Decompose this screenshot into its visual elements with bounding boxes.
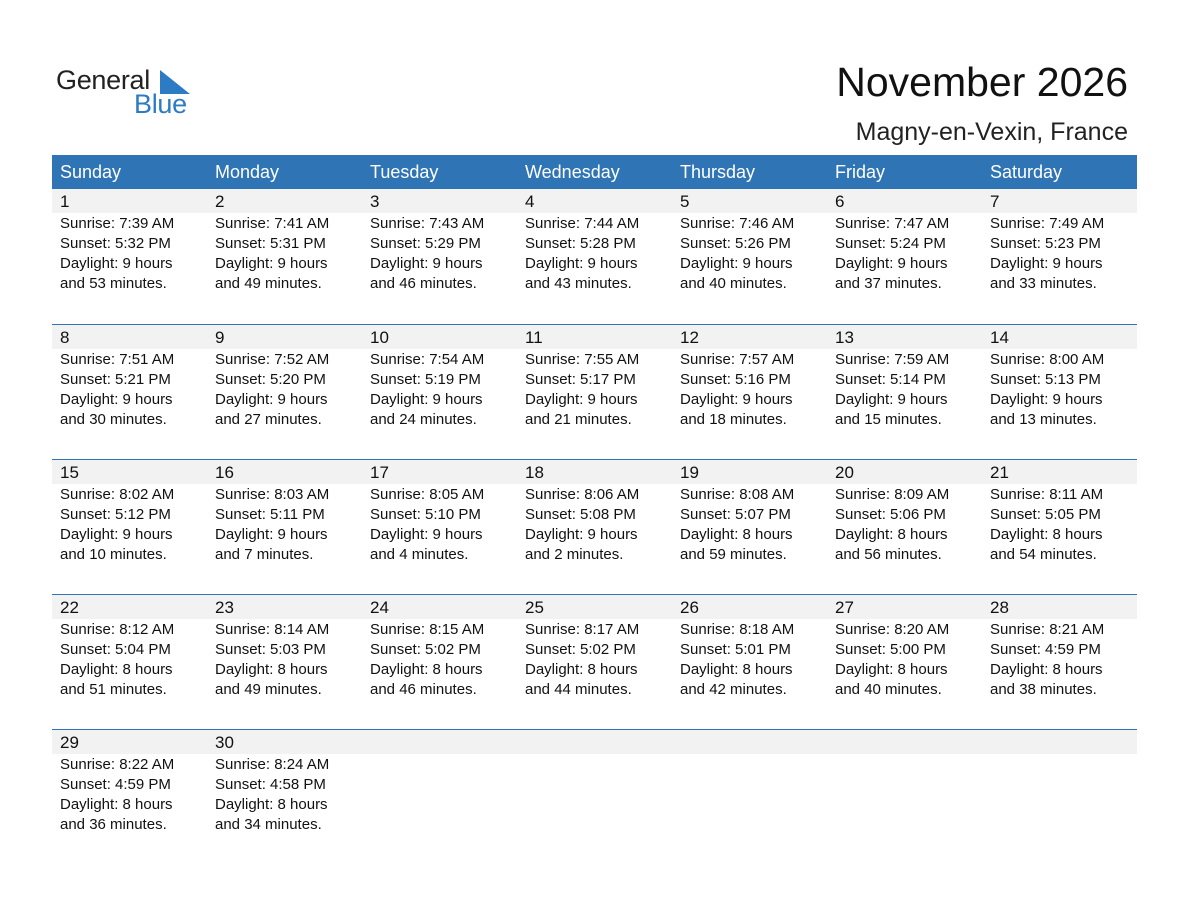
daylight-minutes-text: and 42 minutes. xyxy=(680,681,787,698)
daylight-text: Daylight: 9 hours xyxy=(680,255,793,272)
location-subtitle: Magny-en-Vexin, France xyxy=(855,118,1128,146)
day-number: 2 xyxy=(207,189,362,213)
day-number: 3 xyxy=(362,189,517,213)
sunrise-text: Sunrise: 7:57 AM xyxy=(680,351,795,368)
day-details xyxy=(517,484,672,565)
calendar-grid xyxy=(52,155,1137,864)
sunrise-text: Sunrise: 7:43 AM xyxy=(370,215,485,232)
sunrise-text: Sunrise: 7:49 AM xyxy=(990,215,1105,232)
daylight-minutes-text: and 30 minutes. xyxy=(60,411,167,428)
day-cell xyxy=(982,325,1137,459)
sunrise-text: Sunrise: 8:06 AM xyxy=(525,486,640,503)
daylight-text: Daylight: 8 hours xyxy=(990,661,1103,678)
sunset-text: Sunset: 5:02 PM xyxy=(525,641,636,658)
sunrise-text: Sunrise: 8:00 AM xyxy=(990,351,1105,368)
day-details xyxy=(982,213,1137,294)
sunset-text: Sunset: 5:06 PM xyxy=(835,506,946,523)
day-number: 4 xyxy=(517,189,672,213)
day-number: 27 xyxy=(827,595,982,619)
day-number: 10 xyxy=(362,325,517,349)
sunset-text: Sunset: 5:07 PM xyxy=(680,506,791,523)
daylight-text: Daylight: 8 hours xyxy=(215,796,328,813)
week-row xyxy=(52,459,1137,594)
day-cell xyxy=(517,595,672,729)
daylight-minutes-text: and 24 minutes. xyxy=(370,411,477,428)
daylight-text: Daylight: 9 hours xyxy=(525,255,638,272)
day-number: 18 xyxy=(517,460,672,484)
day-cell xyxy=(672,189,827,324)
day-details xyxy=(362,213,517,294)
day-details xyxy=(672,349,827,430)
day-number: 5 xyxy=(672,189,827,213)
day-number: 7 xyxy=(982,189,1137,213)
logo-word-blue: Blue xyxy=(134,89,187,119)
sunrise-text: Sunrise: 8:02 AM xyxy=(60,486,175,503)
sunset-text: Sunset: 5:13 PM xyxy=(990,371,1101,388)
sunrise-text: Sunrise: 8:22 AM xyxy=(60,756,175,773)
daylight-minutes-text: and 18 minutes. xyxy=(680,411,787,428)
day-details xyxy=(672,484,827,565)
daylight-minutes-text: and 7 minutes. xyxy=(215,546,314,563)
day-cell xyxy=(52,595,207,729)
day-number: 26 xyxy=(672,595,827,619)
day-details xyxy=(517,619,672,700)
sunrise-text: Sunrise: 7:59 AM xyxy=(835,351,950,368)
day-details xyxy=(362,484,517,565)
daylight-text: Daylight: 9 hours xyxy=(370,255,483,272)
sunset-text: Sunset: 5:01 PM xyxy=(680,641,791,658)
daylight-minutes-text: and 49 minutes. xyxy=(215,681,322,698)
day-details xyxy=(827,349,982,430)
sunset-text: Sunset: 5:10 PM xyxy=(370,506,481,523)
sunrise-text: Sunrise: 7:39 AM xyxy=(60,215,175,232)
weeks-container xyxy=(52,189,1137,864)
daylight-text: Daylight: 8 hours xyxy=(60,796,173,813)
logo xyxy=(56,64,216,120)
sunrise-text: Sunrise: 8:21 AM xyxy=(990,621,1105,638)
daylight-text: Daylight: 9 hours xyxy=(680,391,793,408)
day-cell xyxy=(517,189,672,324)
sunrise-text: Sunrise: 8:24 AM xyxy=(215,756,330,773)
day-number: 22 xyxy=(52,595,207,619)
day-details xyxy=(982,619,1137,700)
page-title: November 2026 xyxy=(836,59,1128,105)
sunrise-text: Sunrise: 8:03 AM xyxy=(215,486,330,503)
daylight-text: Daylight: 8 hours xyxy=(370,661,483,678)
day-details xyxy=(207,484,362,565)
day-cell xyxy=(672,325,827,459)
day-number: 14 xyxy=(982,325,1137,349)
day-number: 8 xyxy=(52,325,207,349)
sunset-text: Sunset: 5:04 PM xyxy=(60,641,171,658)
day-cell xyxy=(517,325,672,459)
day-number: 6 xyxy=(827,189,982,213)
sunset-text: Sunset: 5:08 PM xyxy=(525,506,636,523)
week-row xyxy=(52,729,1137,864)
daylight-text: Daylight: 9 hours xyxy=(990,255,1103,272)
empty-day-cell xyxy=(517,730,672,864)
day-details xyxy=(52,213,207,294)
day-number xyxy=(827,730,982,754)
daylight-text: Daylight: 9 hours xyxy=(60,255,173,272)
sunset-text: Sunset: 5:23 PM xyxy=(990,235,1101,252)
daylight-text: Daylight: 8 hours xyxy=(835,661,948,678)
day-details xyxy=(827,213,982,294)
day-cell xyxy=(672,595,827,729)
daylight-text: Daylight: 8 hours xyxy=(680,661,793,678)
day-number: 1 xyxy=(52,189,207,213)
daylight-minutes-text: and 40 minutes. xyxy=(835,681,942,698)
sunrise-text: Sunrise: 7:47 AM xyxy=(835,215,950,232)
sunset-text: Sunset: 4:59 PM xyxy=(990,641,1101,658)
sunrise-text: Sunrise: 8:12 AM xyxy=(60,621,175,638)
day-details xyxy=(207,349,362,430)
day-cell xyxy=(827,460,982,594)
weekday-header-sunday: Sunday xyxy=(60,162,122,182)
day-details xyxy=(672,213,827,294)
daylight-minutes-text: and 33 minutes. xyxy=(990,275,1097,292)
sunset-text: Sunset: 5:00 PM xyxy=(835,641,946,658)
daylight-minutes-text: and 56 minutes. xyxy=(835,546,942,563)
daylight-minutes-text: and 43 minutes. xyxy=(525,275,632,292)
day-details xyxy=(207,754,362,835)
day-cell xyxy=(982,460,1137,594)
sunset-text: Sunset: 5:26 PM xyxy=(680,235,791,252)
sunrise-text: Sunrise: 8:11 AM xyxy=(990,486,1104,503)
daylight-text: Daylight: 9 hours xyxy=(215,255,328,272)
day-cell xyxy=(827,325,982,459)
sunrise-text: Sunrise: 7:44 AM xyxy=(525,215,640,232)
day-cell xyxy=(362,325,517,459)
day-details xyxy=(827,484,982,565)
sunset-text: Sunset: 5:21 PM xyxy=(60,371,171,388)
daylight-text: Daylight: 8 hours xyxy=(680,526,793,543)
day-cell xyxy=(982,595,1137,729)
sunset-text: Sunset: 5:14 PM xyxy=(835,371,946,388)
daylight-minutes-text: and 37 minutes. xyxy=(835,275,942,292)
logo-word-general: General xyxy=(56,65,150,95)
day-details xyxy=(52,754,207,835)
day-cell xyxy=(207,325,362,459)
sunset-text: Sunset: 5:32 PM xyxy=(60,235,171,252)
day-details xyxy=(52,349,207,430)
daylight-minutes-text: and 38 minutes. xyxy=(990,681,1097,698)
weekday-header-tuesday: Tuesday xyxy=(370,162,439,182)
sunrise-text: Sunrise: 7:55 AM xyxy=(525,351,640,368)
day-details xyxy=(517,213,672,294)
day-number: 16 xyxy=(207,460,362,484)
daylight-minutes-text: and 13 minutes. xyxy=(990,411,1097,428)
day-details xyxy=(207,213,362,294)
sunset-text: Sunset: 4:59 PM xyxy=(60,776,171,793)
day-number: 21 xyxy=(982,460,1137,484)
day-cell xyxy=(52,730,207,864)
sunrise-text: Sunrise: 8:20 AM xyxy=(835,621,950,638)
sunset-text: Sunset: 5:28 PM xyxy=(525,235,636,252)
day-details xyxy=(517,349,672,430)
weekday-header-friday: Friday xyxy=(835,162,886,182)
daylight-minutes-text: and 53 minutes. xyxy=(60,275,167,292)
daylight-minutes-text: and 15 minutes. xyxy=(835,411,942,428)
day-cell xyxy=(52,189,207,324)
daylight-minutes-text: and 21 minutes. xyxy=(525,411,632,428)
day-cell xyxy=(517,460,672,594)
day-details xyxy=(827,619,982,700)
sunset-text: Sunset: 5:02 PM xyxy=(370,641,481,658)
sunset-text: Sunset: 5:05 PM xyxy=(990,506,1101,523)
daylight-text: Daylight: 9 hours xyxy=(525,526,638,543)
sunrise-text: Sunrise: 8:17 AM xyxy=(525,621,640,638)
sunset-text: Sunset: 5:20 PM xyxy=(215,371,326,388)
daylight-text: Daylight: 8 hours xyxy=(215,661,328,678)
day-details xyxy=(362,619,517,700)
day-details xyxy=(362,349,517,430)
weekday-header-wednesday: Wednesday xyxy=(525,162,620,182)
day-cell xyxy=(362,460,517,594)
day-details xyxy=(52,619,207,700)
day-number: 17 xyxy=(362,460,517,484)
day-details xyxy=(52,484,207,565)
daylight-minutes-text: and 44 minutes. xyxy=(525,681,632,698)
sunrise-text: Sunrise: 8:18 AM xyxy=(680,621,795,638)
day-number: 30 xyxy=(207,730,362,754)
daylight-text: Daylight: 9 hours xyxy=(215,526,328,543)
weekday-header-saturday: Saturday xyxy=(990,162,1063,182)
day-number xyxy=(517,730,672,754)
daylight-minutes-text: and 40 minutes. xyxy=(680,275,787,292)
sunrise-text: Sunrise: 8:15 AM xyxy=(370,621,485,638)
day-number: 15 xyxy=(52,460,207,484)
day-number: 9 xyxy=(207,325,362,349)
daylight-text: Daylight: 9 hours xyxy=(525,391,638,408)
day-cell xyxy=(827,189,982,324)
day-cell xyxy=(207,189,362,324)
day-cell xyxy=(207,730,362,864)
day-number xyxy=(982,730,1137,754)
day-cell xyxy=(52,460,207,594)
daylight-text: Daylight: 8 hours xyxy=(525,661,638,678)
daylight-text: Daylight: 9 hours xyxy=(835,391,948,408)
sunrise-text: Sunrise: 7:51 AM xyxy=(60,351,175,368)
sunset-text: Sunset: 5:24 PM xyxy=(835,235,946,252)
sunrise-text: Sunrise: 8:09 AM xyxy=(835,486,950,503)
daylight-text: Daylight: 9 hours xyxy=(60,526,173,543)
day-cell xyxy=(362,595,517,729)
empty-day-cell xyxy=(672,730,827,864)
day-number: 11 xyxy=(517,325,672,349)
day-number: 13 xyxy=(827,325,982,349)
daylight-minutes-text: and 2 minutes. xyxy=(525,546,624,563)
day-cell xyxy=(827,595,982,729)
daylight-minutes-text: and 4 minutes. xyxy=(370,546,469,563)
week-row xyxy=(52,324,1137,459)
sunrise-text: Sunrise: 7:46 AM xyxy=(680,215,795,232)
day-details xyxy=(207,619,362,700)
sunset-text: Sunset: 4:58 PM xyxy=(215,776,326,793)
day-number: 25 xyxy=(517,595,672,619)
sunrise-text: Sunrise: 7:54 AM xyxy=(370,351,485,368)
sunrise-text: Sunrise: 7:41 AM xyxy=(215,215,330,232)
empty-day-cell xyxy=(827,730,982,864)
sunrise-text: Sunrise: 8:05 AM xyxy=(370,486,485,503)
sunset-text: Sunset: 5:12 PM xyxy=(60,506,171,523)
sunset-text: Sunset: 5:29 PM xyxy=(370,235,481,252)
day-number: 20 xyxy=(827,460,982,484)
daylight-minutes-text: and 46 minutes. xyxy=(370,681,477,698)
sunrise-text: Sunrise: 7:52 AM xyxy=(215,351,330,368)
week-row xyxy=(52,594,1137,729)
day-details xyxy=(982,484,1137,565)
daylight-text: Daylight: 9 hours xyxy=(370,526,483,543)
daylight-text: Daylight: 9 hours xyxy=(990,391,1103,408)
day-cell xyxy=(982,189,1137,324)
daylight-text: Daylight: 8 hours xyxy=(60,661,173,678)
day-number: 12 xyxy=(672,325,827,349)
sunset-text: Sunset: 5:11 PM xyxy=(215,506,325,523)
sunrise-text: Sunrise: 8:14 AM xyxy=(215,621,330,638)
weekday-header-thursday: Thursday xyxy=(680,162,756,182)
daylight-minutes-text: and 10 minutes. xyxy=(60,546,167,563)
daylight-minutes-text: and 54 minutes. xyxy=(990,546,1097,563)
weekday-header-monday: Monday xyxy=(215,162,280,182)
day-details xyxy=(672,619,827,700)
daylight-minutes-text: and 34 minutes. xyxy=(215,816,322,833)
week-row xyxy=(52,189,1137,324)
empty-day-cell xyxy=(362,730,517,864)
day-number xyxy=(672,730,827,754)
daylight-minutes-text: and 36 minutes. xyxy=(60,816,167,833)
day-details xyxy=(982,349,1137,430)
day-cell xyxy=(362,189,517,324)
day-cell xyxy=(207,460,362,594)
daylight-text: Daylight: 9 hours xyxy=(835,255,948,272)
empty-day-cell xyxy=(982,730,1137,864)
day-number xyxy=(362,730,517,754)
daylight-text: Daylight: 8 hours xyxy=(990,526,1103,543)
day-number: 19 xyxy=(672,460,827,484)
day-cell xyxy=(52,325,207,459)
daylight-text: Daylight: 8 hours xyxy=(835,526,948,543)
daylight-minutes-text: and 27 minutes. xyxy=(215,411,322,428)
daylight-minutes-text: and 46 minutes. xyxy=(370,275,477,292)
day-cell xyxy=(207,595,362,729)
daylight-minutes-text: and 59 minutes. xyxy=(680,546,787,563)
daylight-minutes-text: and 49 minutes. xyxy=(215,275,322,292)
sunset-text: Sunset: 5:17 PM xyxy=(525,371,636,388)
sunset-text: Sunset: 5:31 PM xyxy=(215,235,326,252)
sunset-text: Sunset: 5:16 PM xyxy=(680,371,791,388)
sunrise-text: Sunrise: 8:08 AM xyxy=(680,486,795,503)
daylight-minutes-text: and 51 minutes. xyxy=(60,681,167,698)
daylight-text: Daylight: 9 hours xyxy=(215,391,328,408)
day-number: 29 xyxy=(52,730,207,754)
day-number: 23 xyxy=(207,595,362,619)
daylight-text: Daylight: 9 hours xyxy=(60,391,173,408)
sunset-text: Sunset: 5:19 PM xyxy=(370,371,481,388)
daylight-text: Daylight: 9 hours xyxy=(370,391,483,408)
day-cell xyxy=(672,460,827,594)
weekday-header-row xyxy=(52,155,1137,189)
day-number: 24 xyxy=(362,595,517,619)
sunset-text: Sunset: 5:03 PM xyxy=(215,641,326,658)
day-number: 28 xyxy=(982,595,1137,619)
